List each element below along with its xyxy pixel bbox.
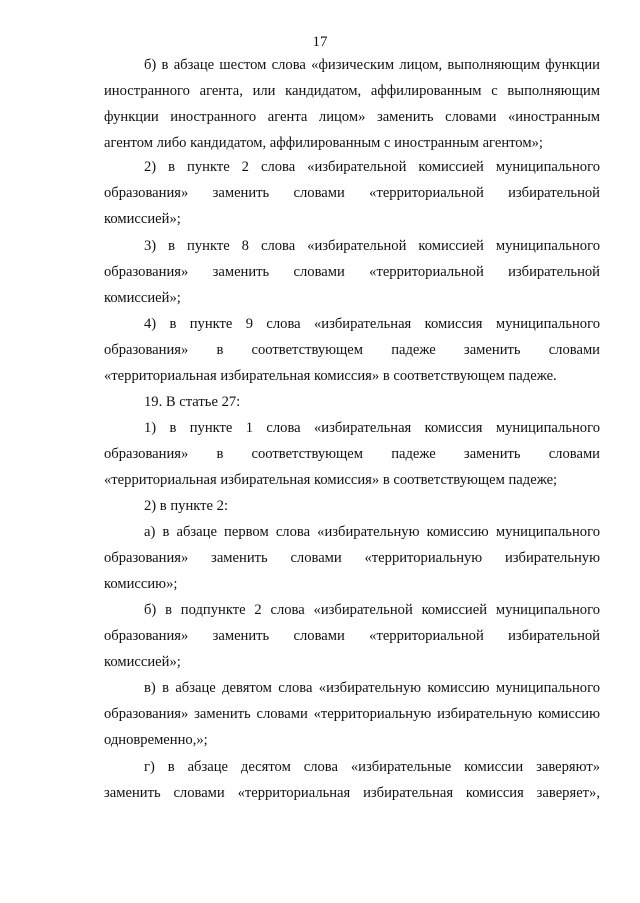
text-line: 19. В статье 27: — [144, 394, 241, 410]
text-line: образования» заменить словами «территориальной избирательной — [104, 628, 600, 644]
text-line: заменить словами «территориальная избирательная комиссия заверяет», — [104, 785, 600, 801]
text-line: в) в абзаце девятом слова «избирательную комиссию муниципального — [144, 680, 600, 696]
text-line: 4) в пункте 9 слова «избирательная комиссия муниципального — [144, 316, 600, 332]
text-line: образования» заменить словами «территориальную избирательную — [104, 550, 600, 566]
text-line: комиссией»; — [104, 290, 181, 306]
text-line: 2) в пункте 2: — [144, 498, 229, 514]
text-line: образования» заменить словами «территориальной избирательной — [104, 264, 600, 280]
text-line: комиссией»; — [104, 654, 181, 670]
page-number: 17 — [312, 34, 328, 50]
text-line: «территориальная избирательная комиссия» в соответствующем падеже; — [104, 472, 558, 488]
text-line: а) в абзаце первом слова «избирательную комиссию муниципального — [144, 524, 600, 540]
text-line: г) в абзаце десятом слова «избирательные комиссии заверяют» — [144, 759, 600, 775]
text-line: функции иностранного агента лицом» заменить словами «иностранным — [104, 109, 600, 125]
text-line: агентом либо кандидатом, аффилированным с иностранным агентом»; — [104, 135, 543, 151]
text-line: иностранного агента, или кандидатом, аффилированным с выполняющим — [104, 83, 600, 99]
text-line: 3) в пункте 8 слова «избирательной комиссией муниципального — [144, 238, 600, 254]
text-line: комиссию»; — [104, 576, 178, 592]
text-line: образования» заменить словами «территориальной избирательной — [104, 185, 600, 201]
text-line: одновременно,»; — [104, 732, 208, 748]
text-line: комиссией»; — [104, 211, 181, 227]
text-line: образования» в соответствующем падеже заменить словами — [104, 446, 600, 462]
text-line: б) в подпункте 2 слова «избирательной комиссией муниципального — [144, 602, 600, 618]
text-line: «территориальная избирательная комиссия» в соответствующем падеже. — [104, 368, 557, 384]
text-line: образования» заменить словами «территориальную избирательную комиссию — [104, 706, 600, 722]
text-line: 1) в пункте 1 слова «избирательная комиссия муниципального — [144, 420, 600, 436]
text-line: образования» в соответствующем падеже заменить словами — [104, 342, 600, 358]
text-line: б) в абзаце шестом слова «физическим лицом, выполняющим функции — [144, 57, 600, 73]
text-line: 2) в пункте 2 слова «избирательной комиссией муниципального — [144, 159, 600, 175]
